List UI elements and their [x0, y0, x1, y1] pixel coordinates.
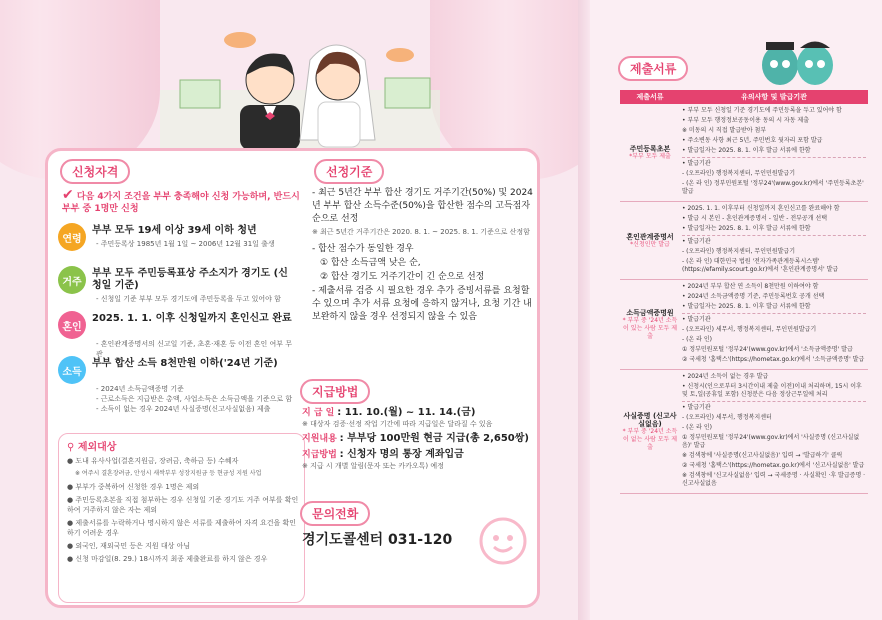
selection-item: - 합산 점수가 동일한 경우 — [312, 244, 414, 254]
document-name: 주민등록초본 — [629, 144, 671, 153]
payment-block — [302, 407, 537, 471]
payment-method-note: ※ 지급 시 개별 알림(문자 또는 카카오톡) 예정 — [302, 462, 444, 470]
check-icon: ✔ — [62, 187, 74, 203]
document-note: • 발급기관 — [682, 238, 711, 245]
payment-title: 지급방법 — [300, 379, 370, 404]
payment-content-value: : 부부당 100만원 현금 지급(총 2,650쌍) — [339, 433, 529, 444]
right-panel — [590, 0, 882, 620]
contact-title: 문의전화 — [300, 501, 370, 526]
eligibility-note: - 주민등록상 1985년 1월 1일 ~ 2006년 12월 31일 출생 — [96, 240, 275, 248]
exclusion-item-text: 외국인, 재외국민 등은 지원 대상 아님 — [75, 542, 191, 550]
exclusion-item — [67, 469, 299, 479]
documents-header-notes: 유의사항 및 발급기관 — [680, 90, 868, 104]
eligibility-intro-text: 다음 4가지 조건을 부부 충족해야 신청 가능하며, 반드시 부부 중 1명만 신청 — [62, 192, 300, 214]
exclusion-item-text: 신청 마감일(8. 29.) 18시까지 최종 제출완료를 하지 않은 경우 — [75, 555, 268, 563]
document-note: • 발급일자는 2025. 8. 1. 이후 발급 서류에 한함 — [682, 303, 811, 310]
bullet-icon: ● — [67, 483, 76, 491]
documents-title: 제출서류 — [618, 56, 688, 81]
eligibility-main: 부부 모두 주민등록표상 주소지가 경기도 (신청일 기준) — [92, 268, 288, 291]
selection-item: - 최근 5년간 부부 합산 경기도 거주기간(50%) 및 2024년 부부 합산 소득수준(50%)을 합산한 점수의 고득점자 순으로 선정 — [312, 188, 533, 224]
eligibility-badge: 연령 — [58, 223, 86, 251]
exclusion-item — [67, 456, 299, 466]
document-name-note: * 부부 중 '24년 소득이 있는 사람 모두 제출 — [622, 316, 678, 340]
document-notes-cell — [680, 280, 868, 370]
bullet-icon: ● — [67, 496, 76, 504]
document-name-cell — [620, 370, 680, 494]
document-note: • 발급일자는 2025. 8. 1. 이후 발급 서류에 한함 — [682, 147, 811, 154]
document-name-cell — [620, 280, 680, 370]
exclusion-item-text: ※ 여주시 결혼장려금, 안성시 새싹부부 성장지원금 등 현금성 지원 사업 — [75, 470, 262, 477]
document-row — [620, 202, 868, 280]
document-name-note: *부부 모두 제출 — [629, 152, 671, 160]
document-note: - (온 라 인) — [682, 336, 712, 343]
document-note: - (온 라 인) 대한민국 법원 '전자가족관계등록시스템' (https://efamily.scourt.go.kr)에서 '혼인관계증명서' 발급 — [682, 258, 839, 273]
payment-date-label: 지 급 일 — [302, 408, 335, 418]
document-row — [620, 280, 868, 370]
eligibility-main: 부부 모두 19세 이상 39세 이하 청년 — [92, 225, 257, 236]
document-name-cell — [620, 202, 680, 280]
document-note: - (오프라인) 행정복지센터, 무인민원발급기 — [682, 170, 796, 177]
exclusion-item — [67, 554, 299, 564]
document-note: ※ 미동의 시 직접 발급받아 첨부 — [682, 127, 767, 134]
document-note: - (오프라인) 행정복지센터, 무인민원발급기 — [682, 248, 796, 255]
exclusion-item — [67, 541, 299, 551]
exclusion-title — [67, 438, 116, 453]
document-note: • 2024년 소득금액증명 기준, 주민등록번호 공개 선택 — [682, 293, 825, 300]
selection-title: 선정기준 — [314, 159, 384, 184]
person-icon: ⚲ — [67, 442, 75, 453]
eligibility-badge: 거주 — [58, 266, 86, 294]
exclusion-item — [67, 495, 299, 515]
document-notes-cell — [680, 104, 868, 202]
exclusion-list — [67, 456, 299, 567]
document-note: • 발급기관 — [682, 404, 711, 411]
eligibility-badge: 소득 — [58, 356, 86, 384]
exclusion-item — [67, 482, 299, 492]
divider — [682, 235, 866, 236]
exclusion-title-text: 제외대상 — [77, 442, 117, 453]
eligibility-main: 부부 합산 소득 8천만원 이하('24년 기준) — [92, 358, 278, 369]
document-note: • 발급 시 본인 - 혼인관계증명서 - 일반 - 전부공개 선택 — [682, 215, 828, 222]
contact-phone: 경기도콜센터 031-120 — [302, 532, 453, 548]
document-note: • 주소변동 사항 최근 5년, 주민번호 뒷자리 포함 발급 — [682, 137, 823, 144]
document-note: • 부부 모두 행정정보공동이용 동의 시 자동 제출 — [682, 117, 810, 124]
document-note: • 2025. 1. 1. 이후부터 신청일까지 혼인신고를 완료해야 함 — [682, 205, 840, 212]
document-name-note: *신청인만 발급 — [630, 240, 670, 248]
selection-item: ② 합산 경기도 거주기간이 긴 순으로 선정 — [320, 272, 485, 282]
divider — [682, 401, 866, 402]
eligibility-note: - 혼인관계증명서의 신고일 기준, 초혼·재혼 등 이전 혼인 여부 무관 — [96, 340, 293, 358]
info-card — [45, 148, 540, 608]
document-note: • 부부 모두 신청일 기준 경기도에 주민등록을 두고 있어야 함 — [682, 107, 842, 114]
page-fold — [578, 0, 590, 620]
document-note: ① 정부민원포털 '정부24'(www.gov.kr)에서 '사실증명 (신고사실없음)' 발급 — [682, 434, 860, 449]
bullet-icon: ● — [67, 542, 76, 550]
payment-date-value: : 11. 10.(월) ~ 11. 14.(금) — [337, 407, 476, 418]
document-note: • 신청시(인으로부터 3시간이내 제출 이전)이내 처리하며, 15시 이후 및 토,일(공휴일 포함) 신청분은 다음 정상근무일에 처리 — [682, 383, 862, 398]
divider — [682, 157, 866, 158]
eligibility-note: - 신청일 기준 부부 모두 경기도에 주민등록을 두고 있어야 함 — [96, 295, 281, 303]
eligibility-main: 2025. 1. 1. 이후 신청일까지 혼인신고 완료 — [92, 313, 292, 324]
document-note: - (온 라 인) 정부민원포털 '정부24'(www.gov.kr)에서 '주민등록초본' 발급 — [682, 180, 864, 195]
document-note: • 발급기관 — [682, 316, 711, 323]
document-note: - (오프라인) 세무서, 행정복지센터 — [682, 414, 772, 421]
document-note: ① 정부민원포털 '정부24'(www.gov.kr)에서 '소득금액증명' 발급 — [682, 346, 853, 353]
document-note: • 발급기관 — [682, 160, 711, 167]
payment-content-label: 지원내용 — [302, 434, 337, 444]
document-note: • 2024년 소득이 없는 경우 발급 — [682, 373, 769, 380]
selection-list — [312, 187, 534, 325]
selection-item: ① 합산 소득금액 낮은 순, — [320, 258, 421, 268]
bullet-icon: ● — [67, 457, 76, 465]
document-note: ② 국세청 '홈택스'(https://hometax.go.kr)에서 '소득금액증명' 발급 — [682, 356, 865, 363]
exclusion-item-text: 주민등록초본을 직접 첨부하는 경우 신청일 기준 경기도 거주 여부를 확인하여 거주하지 않은 자는 제외 — [67, 496, 299, 514]
document-name: 사실증명 (신고사실없음) — [623, 411, 677, 428]
eligibility-note: - 근로소득은 지급받은 총액, 사업소득은 소득금액을 기준으로 함 — [96, 395, 293, 403]
selection-item: - 제출서류 검증 시 필요한 경우 추가 증빙서류를 요청할 수 있으며 추가 서류 요청에 응하지 않거나, 요청 기간 내 보완하지 않을 경우 선정되지 않을 수 있음 — [312, 286, 532, 322]
payment-date-note: ※ 대상자 검증·선정 작업 기간에 따라 지급일은 달라질 수 있음 — [302, 420, 493, 428]
document-name-note: * 부부 중 '24년 소득이 없는 사람 모두 제출 — [622, 427, 678, 451]
documents-table — [620, 90, 868, 494]
exclusion-item-text: 도내 유사사업(결혼지원금, 장려금, 축하금 등) 수혜자 — [75, 457, 239, 465]
couple-illustration — [160, 20, 440, 150]
bullet-icon: ● — [67, 519, 76, 527]
eligibility-title: 신청자격 — [60, 159, 130, 184]
document-name: 소득금액증명원 — [626, 308, 674, 317]
document-row — [620, 370, 868, 494]
eligibility-note: - 2024년 소득금액증명 기준 — [96, 385, 184, 393]
payment-method-label: 지급방법 — [302, 450, 337, 460]
exclusion-box — [58, 433, 305, 603]
document-note: ※ 검색창에 '신고사실없음' 입력 → 국세증명 · 사실확인 ·후 발급증명 · 신고사실없음 — [682, 472, 866, 487]
document-note: • 발급일자는 2025. 8. 1. 이후 발급 서류에 한함 — [682, 225, 811, 232]
document-notes-cell — [680, 370, 868, 494]
document-notes-cell — [680, 202, 868, 280]
exclusion-item — [67, 518, 299, 538]
document-note: ※ 검색창에 '사실증명(신고사실없음)' 입력 → '발급하기' 클릭 — [682, 452, 843, 459]
divider — [682, 313, 866, 314]
document-note: - (온 라 인) — [682, 424, 712, 431]
document-note: ② 국세청 '홈택스'(https://hometax.go.kr)에서 '신고사실없음' 발급 — [682, 462, 865, 469]
documents-header-name: 제출서류 — [620, 90, 680, 104]
document-note: • 2024년 부부 합산 연 소득이 8천만원 이하여야 함 — [682, 283, 819, 290]
payment-method-value: : 신청자 명의 통장 계좌입금 — [339, 449, 464, 460]
document-row — [620, 104, 868, 202]
selection-item: ※ 최근 5년간 거주기간은 2020. 8. 1. ~ 2025. 8. 1. 기준으로 산정함 — [312, 228, 530, 236]
eligibility-intro — [62, 189, 302, 215]
document-name-cell — [620, 104, 680, 202]
exclusion-item-text: 제출서류를 누락하거나 명시하지 않은 서류를 제출하여 자격 요건을 확인하기 어려운 경우 — [67, 519, 297, 537]
document-note: - (오프라인) 세무서, 행정복지센터, 무인민원발급기 — [682, 326, 817, 333]
exclusion-item-text: 부부가 중복하여 신청한 경우 1명은 제외 — [75, 483, 200, 491]
mascot-illustration — [760, 30, 840, 90]
smile-icon — [478, 516, 528, 566]
document-name: 혼인관계증명서 — [626, 232, 674, 241]
eligibility-note: - 소득이 없는 경우 2024년 사실증명(신고사실없음) 제출 — [96, 405, 271, 413]
bullet-icon: ● — [67, 555, 76, 563]
eligibility-badge: 혼인 — [58, 311, 86, 339]
